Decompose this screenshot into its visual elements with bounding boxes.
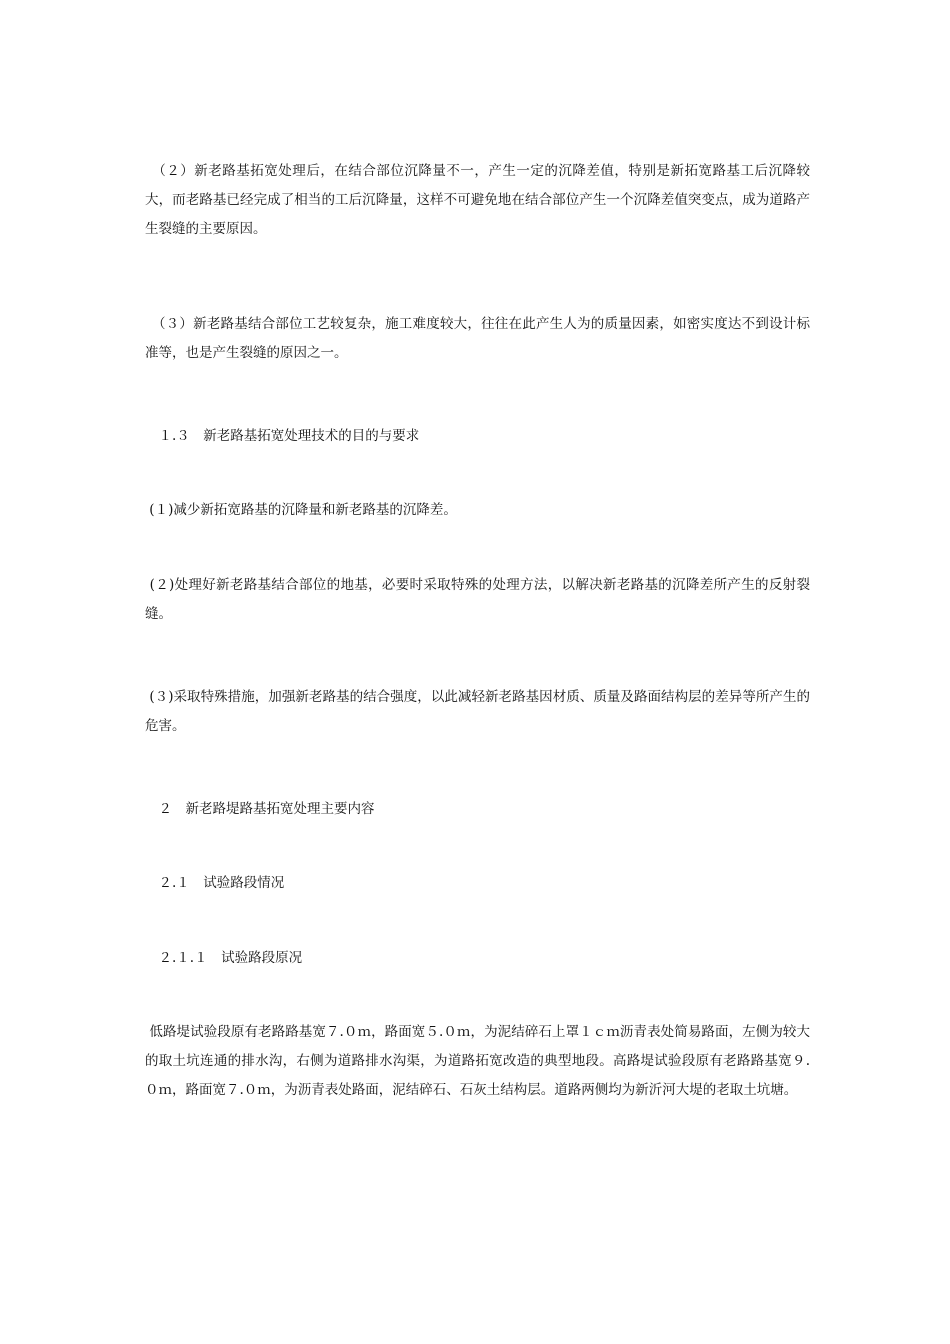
requirement-item-2: (２)处理好新老路基结合部位的地基，必要时采取特殊的处理方法，以解决新老路基的沉降差所产生的反射裂缝。 — [145, 577, 810, 622]
section-heading-2: ２ 新老路堤路基拓宽处理主要内容 — [145, 801, 375, 817]
paragraph-item-2: （２）新老路基拓宽处理后，在结合部位沉降量不一，产生一定的沉降差值，特别是新拓宽路基工后沉降较大，而老路基已经完成了相当的工后沉降量，这样不可避免地在结合部位产生一个沉降差值突变点，成为道路产生裂缝的主要原因。 — [145, 163, 810, 237]
section-heading-2-1-1: ２.１.１ 试验路段原况 — [145, 950, 303, 966]
requirement-item-3: (３)采取特殊措施，加强新老路基的结合强度，以此减轻新老路基因材质、质量及路面结构层的差异等所产生的危害。 — [145, 689, 810, 734]
paragraph-item-3: （３）新老路基结合部位工艺较复杂，施工难度较大，往往在此产生人为的质量因素，如密实度达不到设计标准等，也是产生裂缝的原因之一。 — [145, 316, 810, 361]
section-heading-1-3: １.３ 新老路基拓宽处理技术的目的与要求 — [145, 428, 420, 444]
section-heading-2-1: ２.１ 试验路段情况 — [145, 875, 285, 891]
body-paragraph-test-section: 低路堤试验段原有老路路基宽７.０ｍ，路面宽５.０ｍ，为泥结碎石上罩１ｃｍ沥青表处简易路面，左侧为较大的取土坑连通的排水沟，右侧为道路排水沟渠，为道路拓宽改造的典型地段。高路堤试验段原有老路路基宽９.０ｍ，路面宽７.０ｍ，为沥青表处路面，泥结碎石、石灰土结构层。道路两侧均为新沂河大堤的老取土坑塘。 — [145, 1024, 810, 1098]
requirement-item-1: (１)减少新拓宽路基的沉降量和新老路基的沉降差。 — [145, 502, 457, 518]
